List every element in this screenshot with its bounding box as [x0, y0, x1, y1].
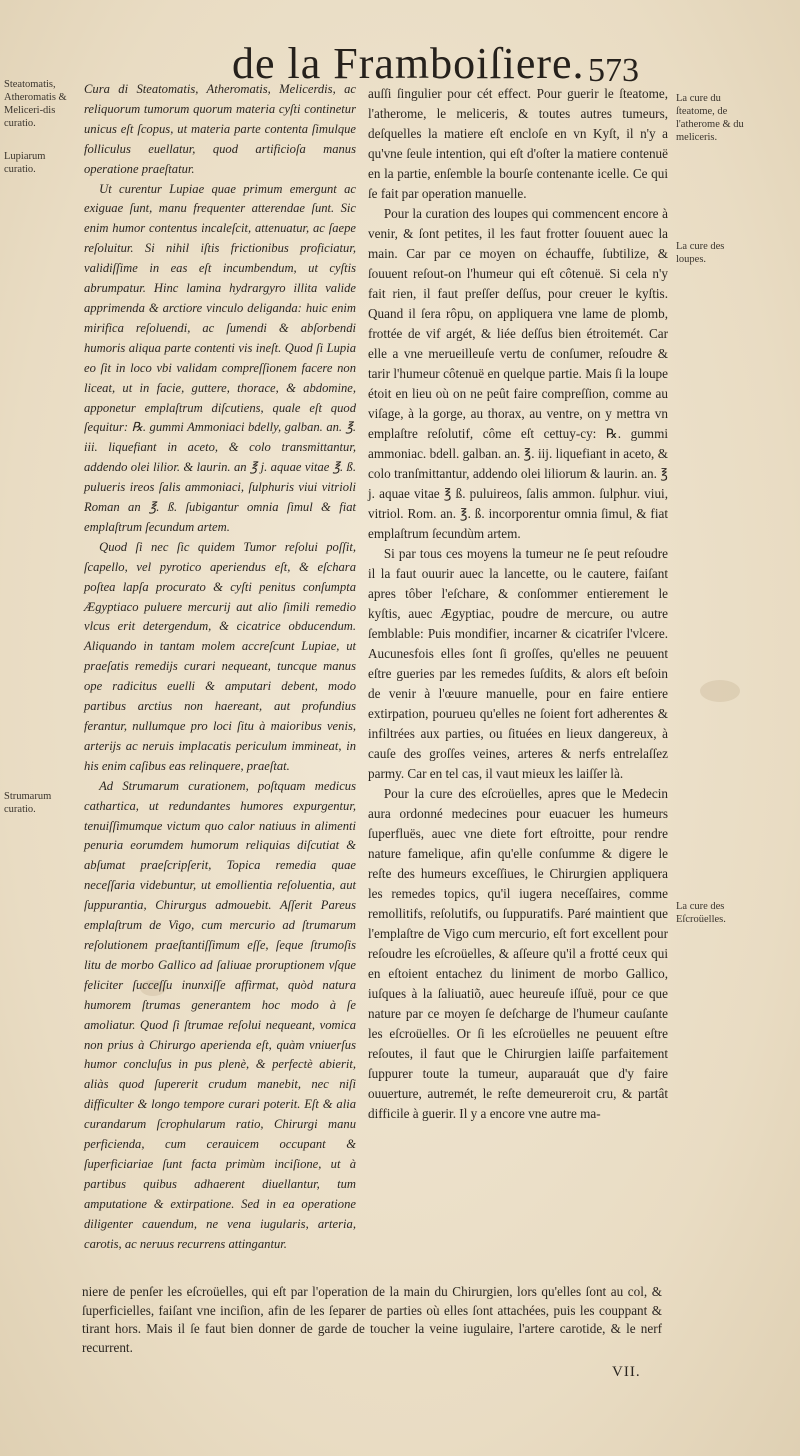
french-paragraph: auſſi ſingulier pour cét effect. Pour guerir le ſteatome, l'atherome, le meliceris, & toutes autres tumeurs, deſquelles la matiere eſt encloſe en vn Kyſt, il n'y a qu'vne ſeule intention, qui eſt d'oſter la matiere contenuë en la partie, enſemble la bourſe contenante icelle. Ce qui ſe fait par operation manuelle.	[368, 86, 668, 201]
margin-note-left: Strumarum curatio.	[4, 791, 52, 815]
latin-column	[84, 80, 356, 1254]
margin-note-right: La cure des loupes.	[676, 241, 725, 265]
running-title: de la Framboiſiere.	[232, 39, 585, 88]
french-paragraph: Si par tous ces moyens la tumeur ne ſe peut reſoudre il la faut ouurir auec la lancette, ou le cautere, faiſant apres tôber l'eſchare, & conſommer entierement le kyſtis, auec Ægyptiac, poudre de mercure, ou autre ſemblable: Puis mondifier, incarner & cicatriſer l'vlcere. Aucunesfois elles ſont ſi groſſes, qu'elles ne peuuent eſtre gueries par les remedes ſuſdits, & alors eſt beſoin de venir à l'œuure manuelle, pour en faire entiere extirpation, pourueu qu'elles ne ſoient fort adherentes & infiltrées aux parties, ou ſituées en lieux dangereux, à cauſe des groſſes veines, arteres & nerfs entrelaſſez parmy. Car en tel cas, il vaut mieux les laiſſer là.	[368, 546, 668, 781]
margin-note-right: La cure du ſteatome, de l'atherome & du meliceris.	[676, 93, 744, 143]
latin-paragraph: Ad Strumarum curationem, poſtquam medicus cathartica, ut redundantes humores expurgentur, tenuiſſimumque victum quo calor natiuus in alimenti penuria eorumdem humorum reliquias diſcutiat & abſumat praeſcripſerit, Topica remedia quae neceſſaria videbuntur, ut emollientia reſoluentia, aut ſuppurantia, Chirurgus admouebit. Aſſerit Pareus emplaſtrum de Vigo, cum mercurio ad ſtrumarum reſolutionem praeſtantiſſimum eſſe, ſeque ſtrumoſis litu de morbo Gallico ad ſaliuae proruptionem vſque feliciter ſucceſſu inunxiſſe affirmat, quòd natura humorem ſtrumas generantem hoc modo à ſe amoliatur. Quod ſi ſtrumae reſolui nequeant, vomica non prius à Chirurgo aperienda eſt, quàm vniuerſus humor concluſus in pus plenè, & perfectè abierit, aliàs quod ſupererit crudum manebit, nec niſi difficulter & longo tempore curari poterit. Eſt & alia curandarum ſcrophularum ratio, Chirurgi manu perficienda, cum cerauicem occupant & ſuperficiariae ſunt facta primùm inciſione, ut à partibus quibus adhaerent diuellantur, tum amputatione & extirpatione. Sed in ea operatione diligenter cauendum, ne vena iugularis, arteria, carotis, ac neruus recurrens attingantur.	[84, 778, 356, 1251]
latin-paragraph: Cura di Steatomatis, Atheromatis, Melicerdis, ac reliquorum tumorum quorum materia cyſti continetur unicus eſt ſcopus, ut materia parte contenta ſimulque folliculus euellatur, quod artificioſa manus operatione praeſtatur.	[84, 82, 356, 176]
french-paragraph: Pour la curation des loupes qui commencent encore à venir, & ſont petites, il les faut frotter ſouuent auec la main. Car par ce moyen on échauffe, ſubtilize, & ſouuent reſout-on l'humeur qui eſt côtenuë. Si cela n'y fait rien, il faut preſſer deſſus, pour creuer le kyſtis. Quand il ſera rôpu, on appliquera vne lame de plomb, frottée de vif argét, & liée deſſus bien étroitemét. Car elle a vne merueilleuſe vertu de conſumer, reſoudre & tarir l'humeur côtenuë en quelque partie. Mais ſi la loupe étoit en lieu où on ne peût faire compreſſion, comme au viſage, à la gorge, au thorax, au ventre, on y mettra vn emplaſtre reſolutif, côme eſt cettuy-cy: ℞. gummi ammoniac. bdell. galban. an. ℥. iij. liquefiant in aceto, & colo tranſmittantur, addendo olei liliorum & laurin. an. ℥ j. aquae vitae ℥ ß. puluireos, ſalis ammon. ſulphur. viui, vitriol. Rom. an. ℥. ß. incorporentur omnia ſimul, & fiat emplaſtrum ſecundùm artem.	[368, 206, 668, 541]
latin-paragraph: Quod ſi nec ſic quidem Tumor reſolui poſſit, ſcapello, vel pyrotico aperiendus eſt, & eſchara poſtea lapſa procurato & cyſti penitus conſumpta Ægyptiaco puluere mercurij aut alio ſimili remedio vlcus erit detergendum, & cicatrice obducendum. Aliquando in tantam molem accreſcunt Lupiae, ut praeſatis remedijs curari nequeant, tuncque manus ope radicitus euelli & amputari debent, modo partibus arctius non haereant, aut profundius ferantur, nullumque pro loci ſitu à maioribus venis, arterijs ac neruis implacatis periculum immineat, in his enim caſibus eas relinquere, praeſtat.	[84, 539, 356, 773]
margin-note-left: Steatomatis, Atheromatis & Meliceri-dis curatio.	[4, 79, 67, 129]
bottom-text: niere de penſer les eſcroüelles, qui eſt par l'operation de la main du Chirurgien, lors qu'elles ſont au col, & ſuperficielles, faiſant vne inciſion, afin de les ſeparer de parties où elles ſont attachées, puis les couppant & tirant hors. Mais il ſe faut bien donner de garde de toucher la veine iugulaire, l'artere carotide, & le nerf recurrent.	[82, 1284, 662, 1355]
margin-note-left: Lupiarum curatio.	[4, 151, 46, 175]
margin-note-right: La cure des Eſcroüelles.	[676, 901, 726, 925]
page-number: 573	[588, 52, 639, 89]
french-paragraph: Pour la cure des eſcroüelles, apres que le Medecin aura ordonné medecines pour euacuer les humeurs ſuperfluës, auec vne diete fort eſtroitte, pour rendre nature famelique, afin qu'elle conſumme & digere le reſte des humeurs exceſſiues, le Chirurgien appliquera les remedes topics, qu'il iugera neceſſaires, comme remollitifs, reſolutifs, ou ſuppuratifs. Paré maintient que l'emplaſtre de Vigo cum mercurio, eſt fort excellent pour reſoudre les eſcroüelles, & aſſeure qu'il a frotté ceux qui en eſtoient entachez du liniment de morbo Gallico, iuſques à la ſaliuatiõ, auec heureuſe iſſuë, pour ce que nature par ce moyen ſe deſcharge de l'humeur cauſante les eſcroüelles. Or ſi les eſcroüelles ne peuuent eſtre reſoutes, il faut que le Chirurgien laiſſe parfaitement ſuppurer toute la tumeur, auparauát que d'y faire ouuerture, autremét, le reſte demeureroit cru, & partât difficile à guerir. Il y a encore vne autre ma-	[368, 786, 668, 1121]
catchword: VII.	[612, 1364, 641, 1380]
french-column	[368, 84, 668, 1124]
latin-paragraph: Ut curentur Lupiae quae primum emergunt ac exiguae ſunt, manu frequenter atterendae ſunt. Sic enim humor contentus incaleſcit, attenuatur, ac ſaepe reſoluitur. Si nihil iſtis frictionibus proficiatur, validiſſime in eas eſt incumbendum, ut cyſtis abrumpatur. Hinc lamina hydrargyro illita valide apprimenda & arctiore vinculo deliganda: huic enim mirifica reſoluendi, ac ſumendi & abſorbendi humoris aliqua parte contenti vis ineſt. Quod ſi Lupia eo ſit in loco vbi validam compreſſionem facere non liceat, ut in facie, guttere, thorace, & abdomine, apponetur emplaſtrum diſcutiens, quale eſt quod ſequitur: ℞. gummi Ammoniaci bdelly, galban. an. ℥. iii. liquefiant in aceto, & colo transmittantur, addendo olei lilior. & laurin. an ℥ j. aquae vitae ℥. ß. pulueris ireos ſalis ammoniaci, ſulphuris viui vitrioli Roman an ℥. ß. ſubigantur omnia ſimul & fiat emplaſtrum ſecundum artem.	[84, 181, 356, 534]
stain	[700, 680, 740, 702]
